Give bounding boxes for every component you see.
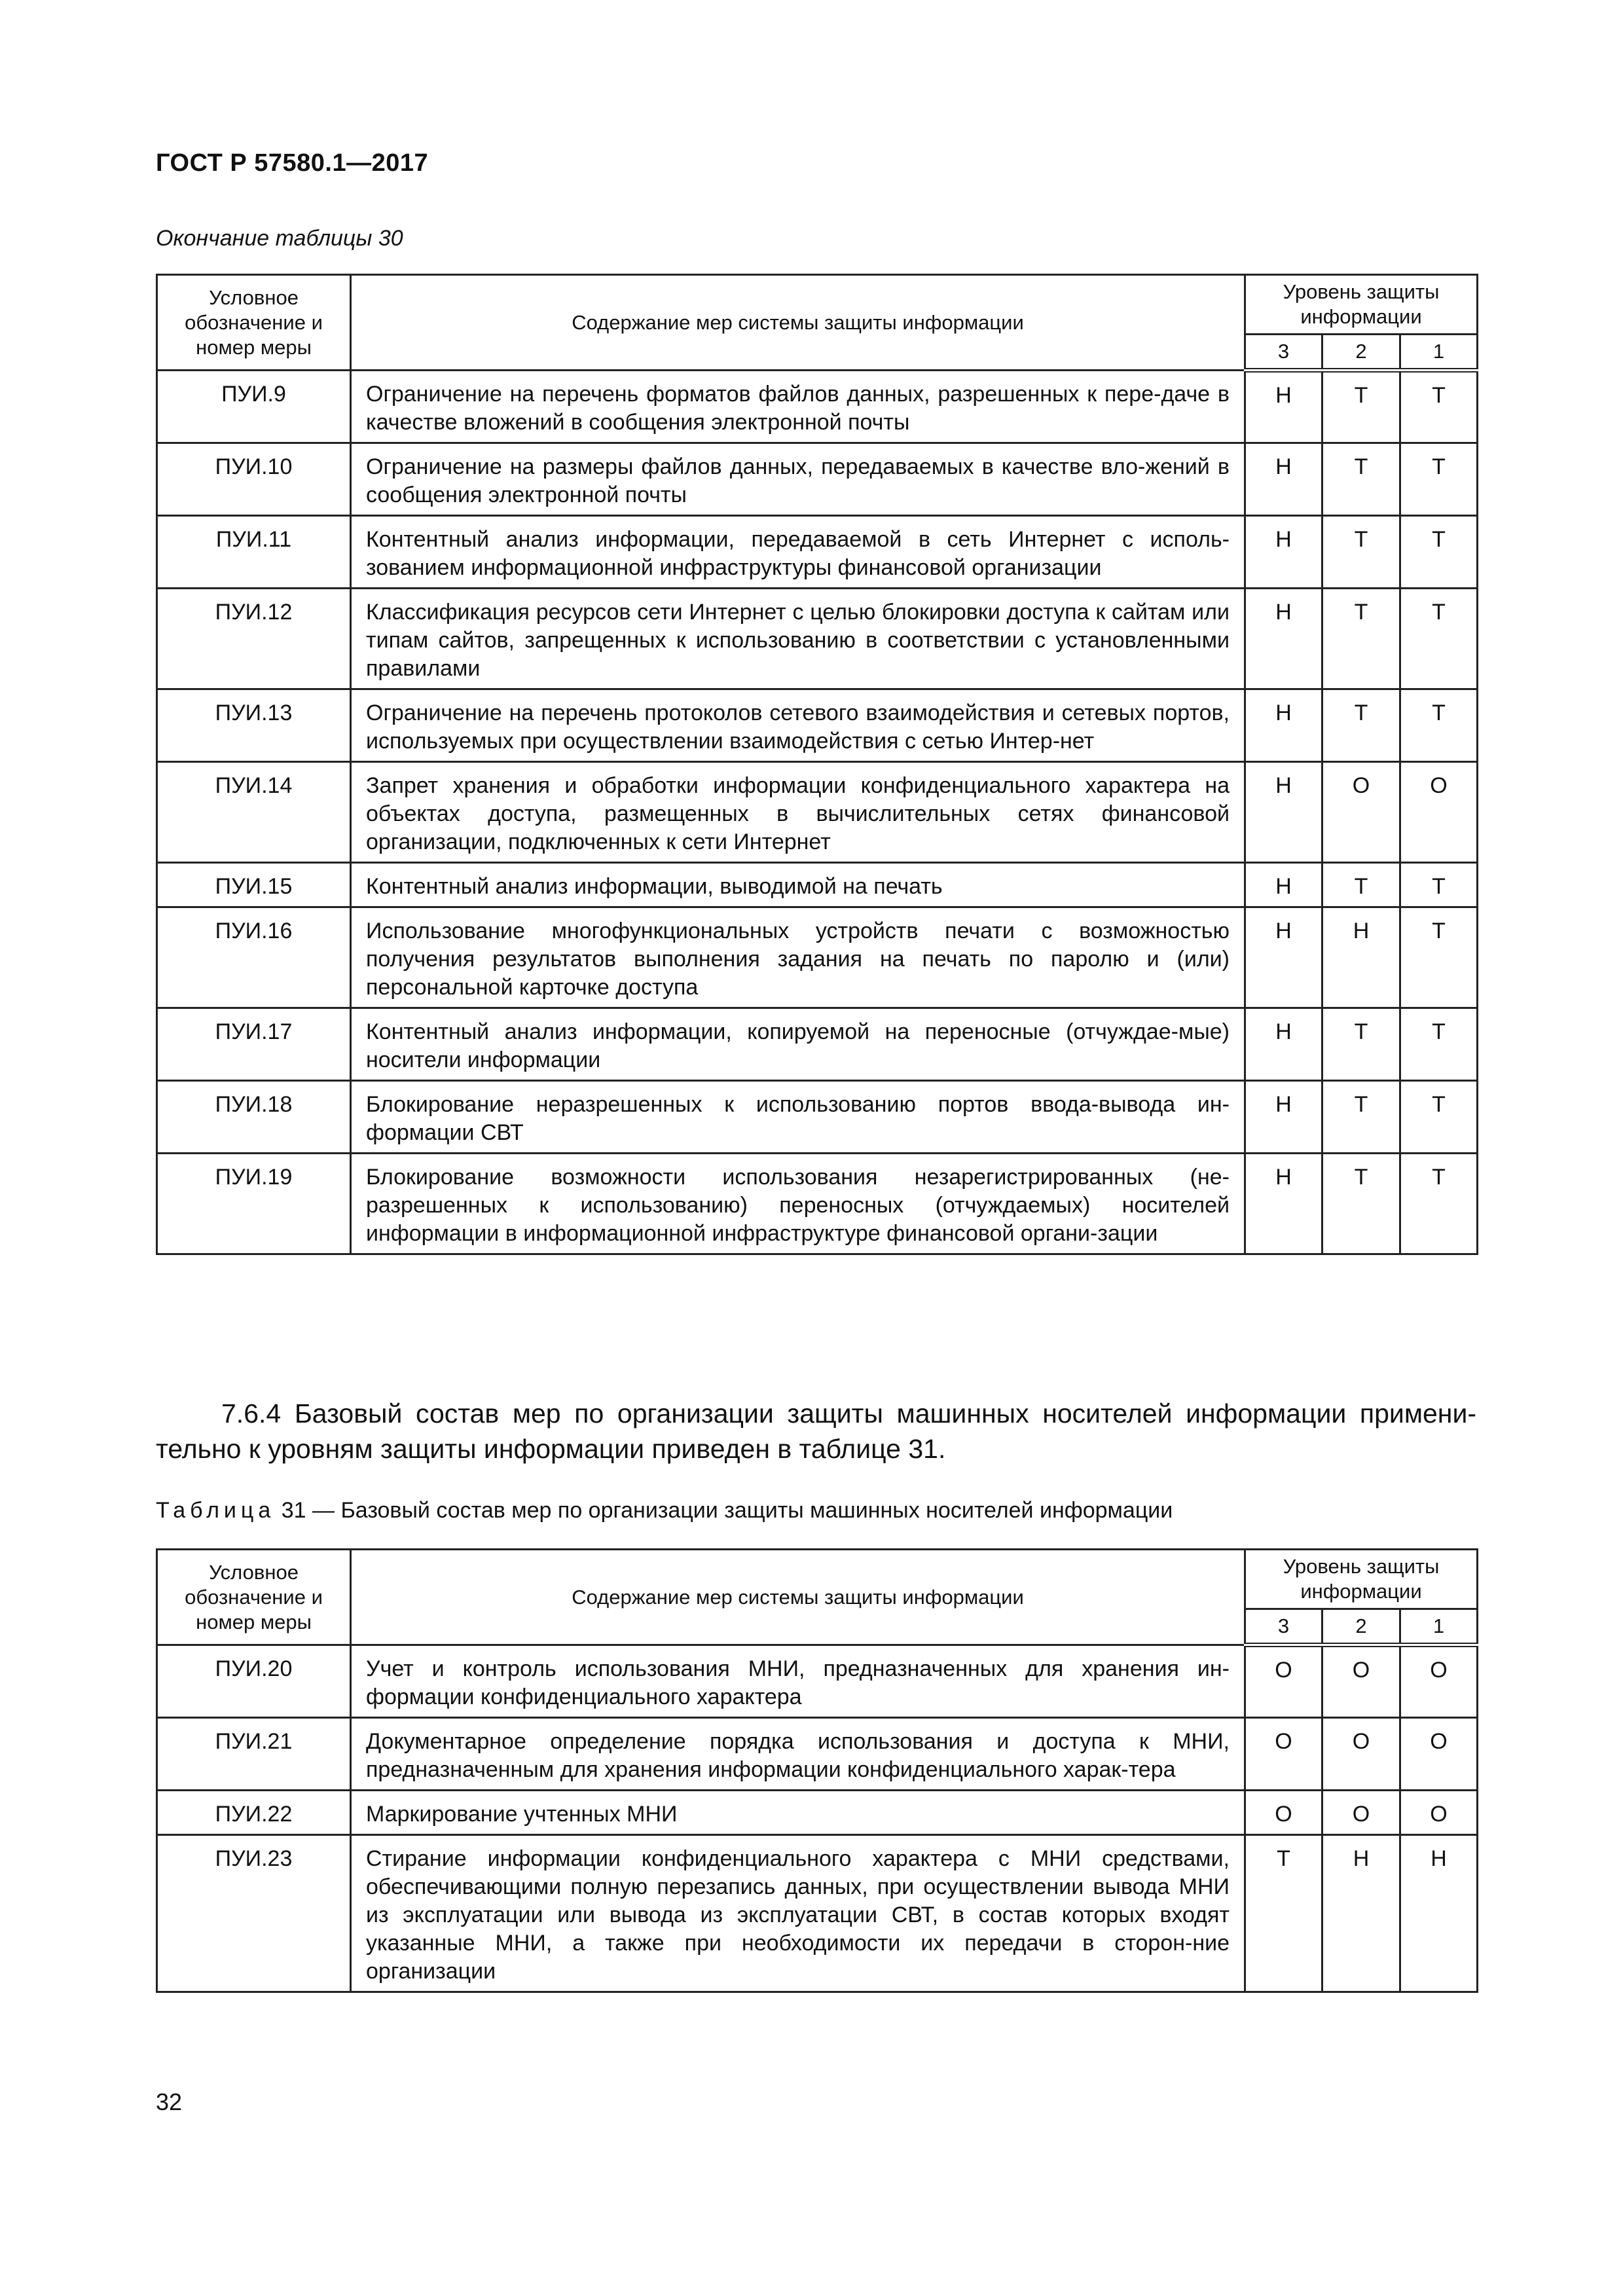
measure-description: Учет и контроль использования МНИ, предназначенных для хранения ин-формации конфиденциального характера	[351, 1645, 1245, 1718]
table-row	[157, 443, 1478, 516]
table-row	[157, 516, 1478, 589]
measure-code: ПУИ.19	[157, 1154, 351, 1254]
measure-description: Контентный анализ информации, копируемой на переносные (отчуждае-мые) носители информации	[351, 1008, 1245, 1081]
measure-code: ПУИ.15	[157, 863, 351, 907]
level-3-value: О	[1245, 1718, 1322, 1791]
measure-code: ПУИ.20	[157, 1645, 351, 1718]
level-2-value: О	[1322, 1718, 1400, 1791]
level-1-value: Т	[1400, 589, 1478, 689]
paragraph-text: 7.6.4 Базовый состав мер по организации защиты машинных носителей информации примени-тельно к уровням защиты информации приведен в таблице 31.	[156, 1398, 1476, 1464]
table31-caption	[156, 1498, 1173, 1523]
measure-code: ПУИ.23	[157, 1835, 351, 1992]
measure-code: ПУИ.22	[157, 1791, 351, 1835]
level-1-value: Т	[1400, 1008, 1478, 1081]
table-row	[157, 863, 1478, 907]
level-2-value: Т	[1322, 371, 1400, 443]
measure-code: ПУИ.18	[157, 1081, 351, 1154]
table-row	[157, 1154, 1478, 1254]
measure-code: ПУИ.13	[157, 689, 351, 762]
measure-description: Блокирование возможности использования незарегистрированных (не-разрешенных к использованию) переносных (отчуждаемых) носителей информации в информационной инфраструктуре финансовой органи-зации	[351, 1154, 1245, 1254]
table-row	[157, 1008, 1478, 1081]
level-1-value: Т	[1400, 689, 1478, 762]
header-content: Содержание мер системы защиты информации	[351, 275, 1245, 371]
level-1-value: О	[1400, 1718, 1478, 1791]
measure-code: ПУИ.9	[157, 371, 351, 443]
level-2-value: Н	[1322, 1835, 1400, 1992]
measure-description: Использование многофункциональных устройств печати с возможностью получения результатов выполнения задания на печать по паролю и (или) персональной карточке доступа	[351, 907, 1245, 1008]
header-level-2: 2	[1322, 335, 1400, 371]
level-3-value: Н	[1245, 371, 1322, 443]
level-2-value: Т	[1322, 863, 1400, 907]
level-1-value: О	[1400, 762, 1478, 863]
table-row	[157, 762, 1478, 863]
table-row	[157, 589, 1478, 689]
table-row	[157, 907, 1478, 1008]
header-code: Условное обозначение и номер меры	[157, 1550, 351, 1645]
table31	[156, 1548, 1478, 1993]
level-3-value: Н	[1245, 1081, 1322, 1154]
level-2-value: Т	[1322, 1008, 1400, 1081]
measure-description: Контентный анализ информации, передаваемой в сеть Интернет с исполь-зованием информационной инфраструктуры финансовой организации	[351, 516, 1245, 589]
measure-code: ПУИ.14	[157, 762, 351, 863]
table-row	[157, 689, 1478, 762]
measure-description: Ограничение на размеры файлов данных, передаваемых в качестве вло-жений в сообщения электронной почты	[351, 443, 1245, 516]
table31-caption-text: 31 — Базовый состав мер по организации защиты машинных носителей информации	[281, 1498, 1173, 1523]
level-1-value: Т	[1400, 443, 1478, 516]
measure-description: Классификация ресурсов сети Интернет с целью блокировки доступа к сайтам или типам сайтов, запрещенных к использованию в соответствии с установленными правилами	[351, 589, 1245, 689]
level-1-value: О	[1400, 1791, 1478, 1835]
level-1-value: Т	[1400, 371, 1478, 443]
table-row	[157, 1645, 1478, 1718]
section-paragraph	[156, 1396, 1476, 1467]
table-row	[157, 1081, 1478, 1154]
header-content: Содержание мер системы защиты информации	[351, 1550, 1245, 1645]
level-3-value: Н	[1245, 863, 1322, 907]
level-1-value: Н	[1400, 1835, 1478, 1992]
header-level-3: 3	[1245, 335, 1322, 371]
measure-description: Ограничение на перечень форматов файлов данных, разрешенных к пере-даче в качестве вложений в сообщения электронной почты	[351, 371, 1245, 443]
measure-code: ПУИ.17	[157, 1008, 351, 1081]
level-2-value: О	[1322, 1791, 1400, 1835]
level-2-value: Т	[1322, 443, 1400, 516]
header-level-3: 3	[1245, 1609, 1322, 1645]
level-2-value: Т	[1322, 516, 1400, 589]
measure-description: Стирание информации конфиденциального характера с МНИ средствами, обеспечивающими полную перезапись данных, при осуществлении вывода МНИ из эксплуатации или вывода из эксплуатации СВТ, в состав которых входят указанные МНИ, а также при необходимости их передачи в сторон-ние организации	[351, 1835, 1245, 1992]
table-row	[157, 1791, 1478, 1835]
level-3-value: Н	[1245, 907, 1322, 1008]
measure-description: Контентный анализ информации, выводимой на печать	[351, 863, 1245, 907]
level-3-value: Н	[1245, 443, 1322, 516]
table-row	[157, 1718, 1478, 1791]
measure-description: Маркирование учтенных МНИ	[351, 1791, 1245, 1835]
level-3-value: Н	[1245, 689, 1322, 762]
level-3-value: О	[1245, 1791, 1322, 1835]
level-2-value: Т	[1322, 689, 1400, 762]
header-level-1: 1	[1400, 1609, 1478, 1645]
level-3-value: Н	[1245, 762, 1322, 863]
level-1-value: Т	[1400, 1081, 1478, 1154]
level-2-value: О	[1322, 1645, 1400, 1718]
level-3-value: Н	[1245, 516, 1322, 589]
level-1-value: Т	[1400, 1154, 1478, 1254]
level-2-value: Т	[1322, 1081, 1400, 1154]
header-level: Уровень защиты информации	[1245, 275, 1478, 335]
level-3-value: О	[1245, 1645, 1322, 1718]
table30-caption: Окончание таблицы 30	[156, 226, 403, 251]
table-row	[157, 1835, 1478, 1992]
measure-description: Блокирование неразрешенных к использованию портов ввода-вывода ин-формации СВТ	[351, 1081, 1245, 1154]
measure-code: ПУИ.11	[157, 516, 351, 589]
level-3-value: Т	[1245, 1835, 1322, 1992]
table30	[156, 274, 1478, 1255]
page-number: 32	[156, 2088, 183, 2115]
header-code: Условное обозначение и номер меры	[157, 275, 351, 371]
level-1-value: Т	[1400, 907, 1478, 1008]
level-3-value: Н	[1245, 1008, 1322, 1081]
measure-code: ПУИ.12	[157, 589, 351, 689]
measure-code: ПУИ.10	[157, 443, 351, 516]
level-2-value: Т	[1322, 589, 1400, 689]
level-3-value: Н	[1245, 1154, 1322, 1254]
level-3-value: Н	[1245, 589, 1322, 689]
level-1-value: О	[1400, 1645, 1478, 1718]
measure-description: Ограничение на перечень протоколов сетевого взаимодействия и сетевых портов, используемых при осуществлении взаимодействия с сетью Интер-нет	[351, 689, 1245, 762]
measure-description: Запрет хранения и обработки информации конфиденциального характера на объектах доступа, размещенных в вычислительных сетях финансовой организации, подключенных к сети Интернет	[351, 762, 1245, 863]
level-2-value: Н	[1322, 907, 1400, 1008]
document-header: ГОСТ Р 57580.1—2017	[156, 149, 429, 177]
measure-code: ПУИ.21	[157, 1718, 351, 1791]
header-level: Уровень защиты информации	[1245, 1550, 1478, 1609]
table31-caption-label: Таблица	[156, 1498, 276, 1523]
level-1-value: Т	[1400, 863, 1478, 907]
measure-description: Документарное определение порядка использования и доступа к МНИ, предназначенным для хранения информации конфиденциального харак-тера	[351, 1718, 1245, 1791]
header-level-2: 2	[1322, 1609, 1400, 1645]
table-row	[157, 371, 1478, 443]
header-level-1: 1	[1400, 335, 1478, 371]
level-1-value: Т	[1400, 516, 1478, 589]
measure-code: ПУИ.16	[157, 907, 351, 1008]
level-2-value: Т	[1322, 1154, 1400, 1254]
level-2-value: О	[1322, 762, 1400, 863]
